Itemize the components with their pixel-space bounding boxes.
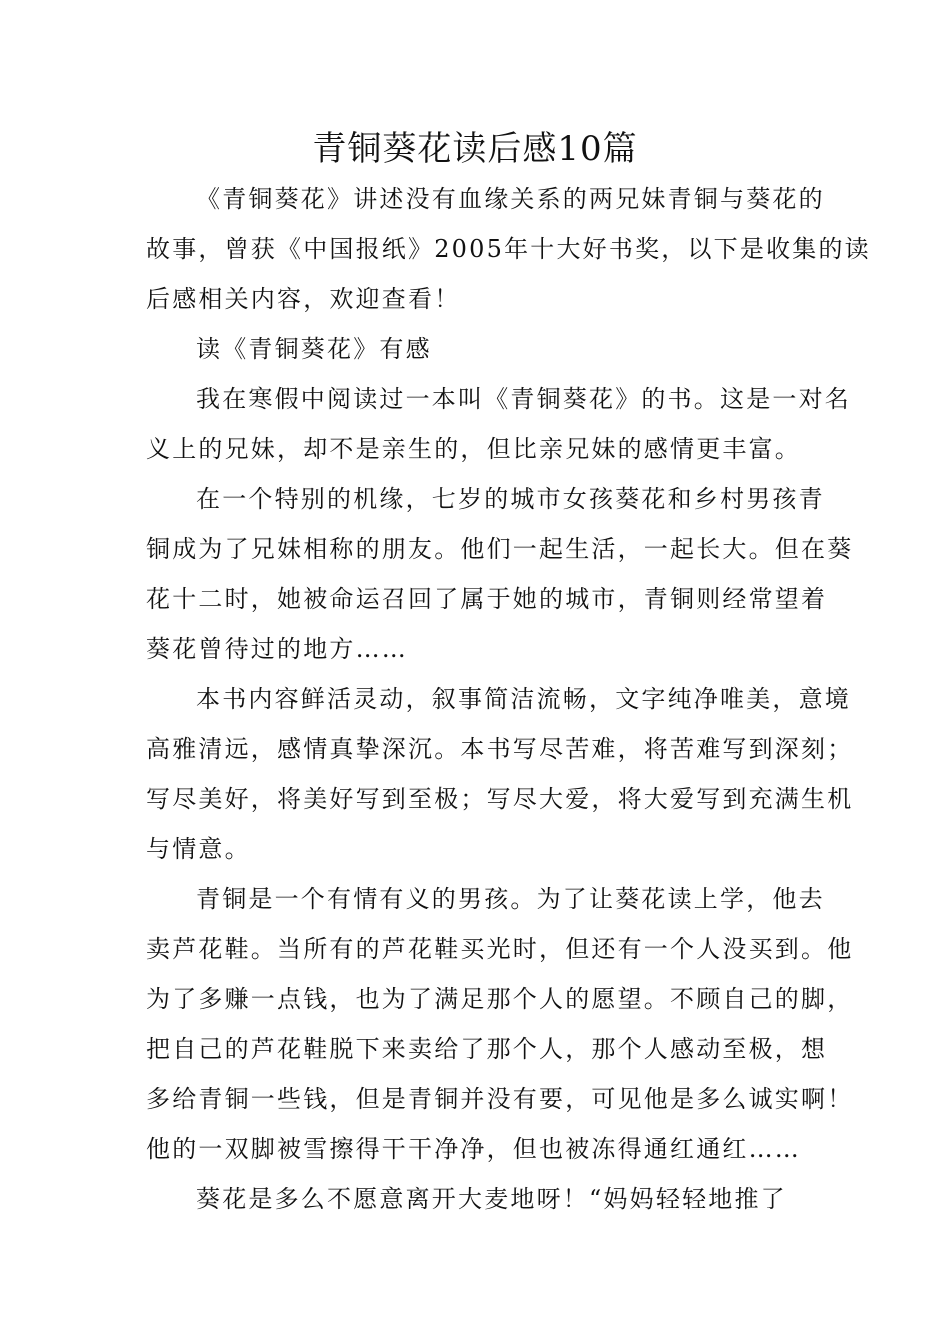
paragraph-line: 卖芦花鞋。当所有的芦花鞋买光时，但还有一个人没买到。他 (146, 935, 854, 963)
paragraph-line: 高雅清远，感情真挚深沉。本书写尽苦难，将苦难写到深刻； (146, 735, 854, 763)
paragraph-line: 他的一双脚被雪擦得干干净净，但也被冻得通红通红…… (146, 1135, 801, 1163)
paragraph-line: 我在寒假中阅读过一本叫《青铜葵花》的书。这是一对名 (196, 385, 851, 413)
paragraph-line: 《青铜葵花》讲述没有血缘关系的两兄妹青铜与葵花的 (196, 185, 825, 213)
paragraph-line: 本书内容鲜活灵动，叙事简洁流畅，文字纯净唯美，意境 (196, 685, 851, 713)
paragraph-line: 葵花曾待过的地方…… (146, 635, 408, 663)
paragraph-line: 花十二时，她被命运召回了属于她的城市，青铜则经常望着 (146, 585, 828, 613)
section-heading: 读《青铜葵花》有感 (196, 335, 432, 363)
paragraph-line: 写尽美好，将美好写到至极；写尽大爱，将大爱写到充满生机 (146, 785, 854, 813)
paragraph-line: 后感相关内容，欢迎查看！ (146, 285, 461, 313)
paragraph-line: 多给青铜一些钱，但是青铜并没有要，可见他是多么诚实啊！ (146, 1085, 854, 1113)
paragraph-line: 葵花是多么不愿意离开大麦地呀！“妈妈轻轻地推了 (196, 1185, 787, 1213)
paragraph-line: 青铜是一个有情有义的男孩。为了让葵花读上学，他去 (196, 885, 825, 913)
document-title: 青铜葵花读后感10篇 (312, 129, 638, 169)
paragraph-line: 与情意。 (146, 835, 251, 863)
paragraph-line: 义上的兄妹，却不是亲生的，但比亲兄妹的感情更丰富。 (146, 435, 801, 463)
paragraph-line: 故事，曾获《中国报纸》2005年十大好书奖，以下是收集的读 (146, 235, 871, 263)
paragraph-line: 铜成为了兄妹相称的朋友。他们一起生活，一起长大。但在葵 (146, 535, 854, 563)
paragraph-line: 把自己的芦花鞋脱下来卖给了那个人，那个人感动至极，想 (146, 1035, 828, 1063)
paragraph-line: 为了多赚一点钱，也为了满足那个人的愿望。不顾自己的脚， (146, 985, 854, 1013)
paragraph-line: 在一个特别的机缘，七岁的城市女孩葵花和乡村男孩青 (196, 485, 825, 513)
